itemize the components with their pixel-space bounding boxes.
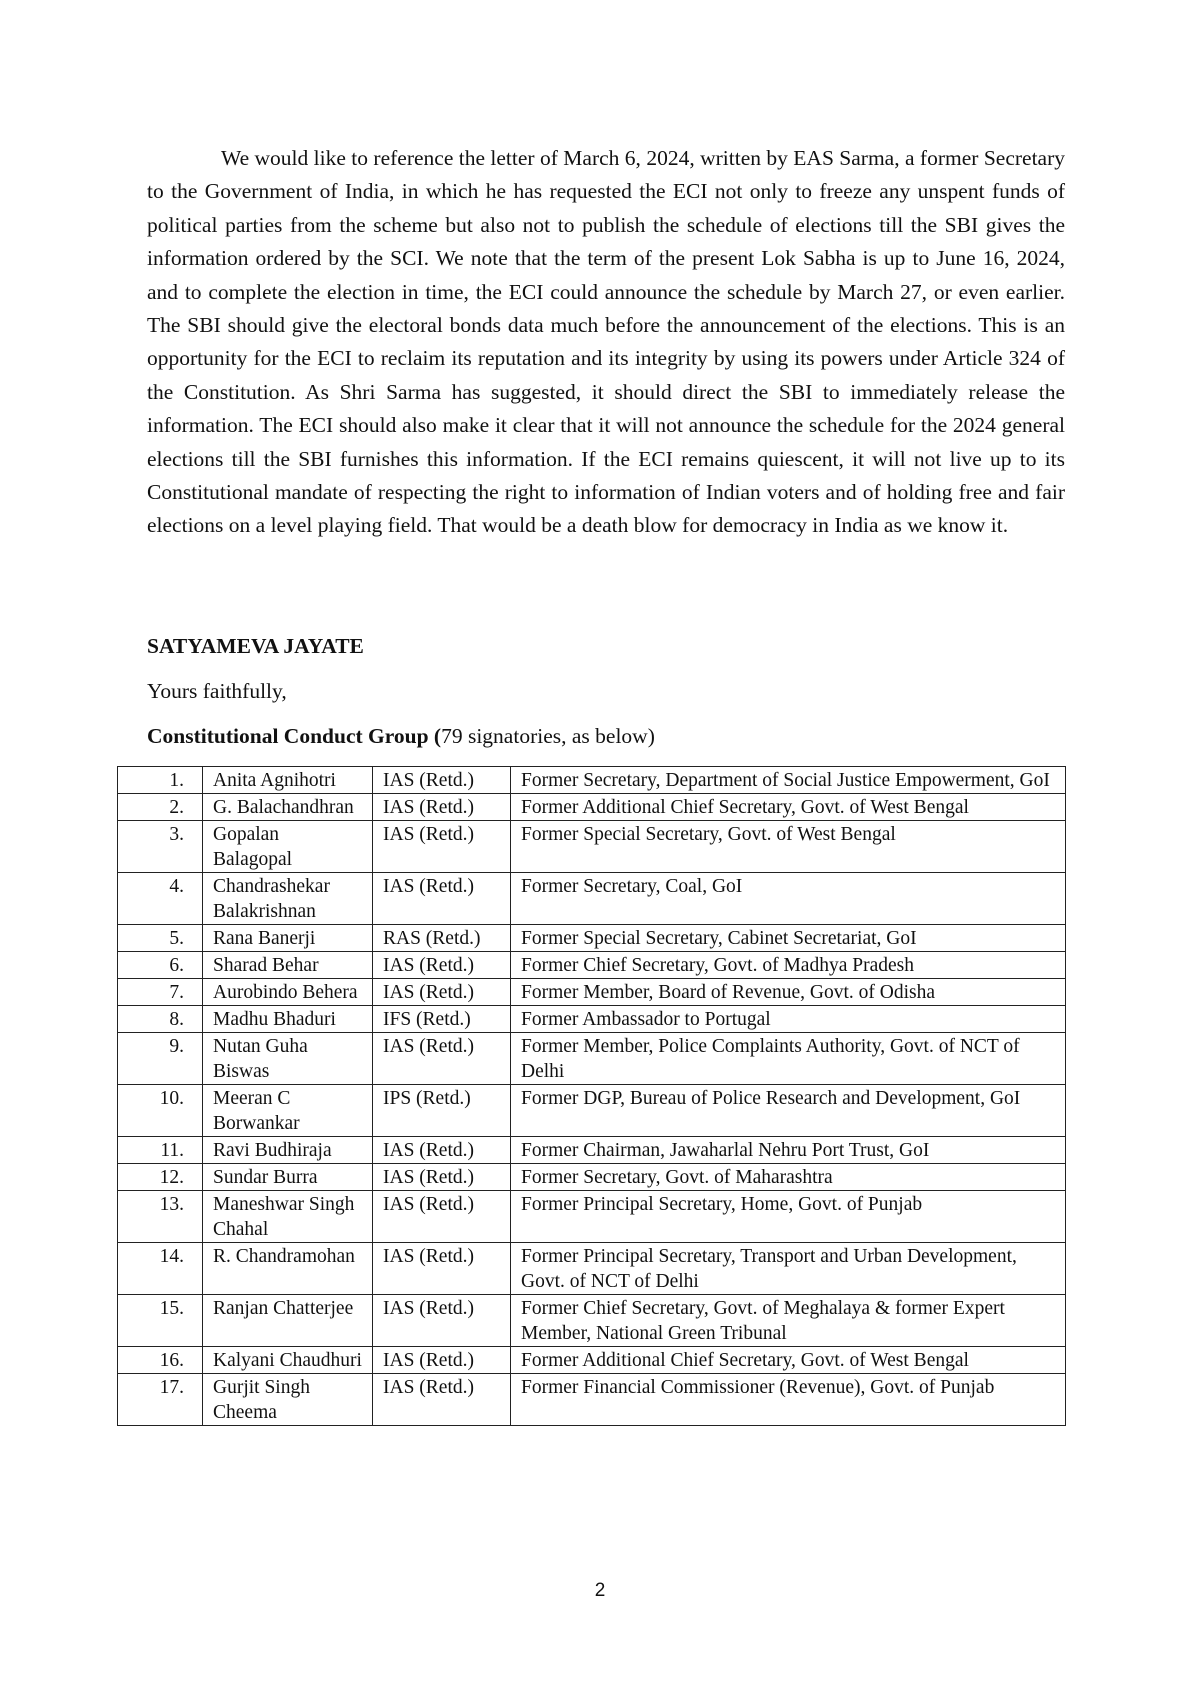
- table-row: [118, 1347, 1066, 1374]
- signatory-service: IAS (Retd.): [373, 952, 511, 979]
- signatory-name: Madhu Bhaduri: [203, 1006, 373, 1033]
- signatory-name: Meeran C Borwankar: [203, 1085, 373, 1137]
- table-row: [118, 1243, 1066, 1295]
- signatory-name: Sharad Behar: [203, 952, 373, 979]
- signatory-service: IAS (Retd.): [373, 979, 511, 1006]
- signatory-designation: Former Member, Police Complaints Authority, Govt. of NCT of Delhi: [511, 1033, 1066, 1085]
- signatory-service: IAS (Retd.): [373, 821, 511, 873]
- signatory-name: Kalyani Chaudhuri: [203, 1347, 373, 1374]
- signatory-designation: Former Special Secretary, Govt. of West Bengal: [511, 821, 1066, 873]
- table-row: [118, 952, 1066, 979]
- signatory-designation: Former Chief Secretary, Govt. of Meghalaya & former Expert Member, National Green Tribunal: [511, 1295, 1066, 1347]
- signatories-table-body: [118, 767, 1066, 1426]
- table-row: [118, 821, 1066, 873]
- signatory-name: Ranjan Chatterjee: [203, 1295, 373, 1347]
- signatory-designation: Former Additional Chief Secretary, Govt. of West Bengal: [511, 1347, 1066, 1374]
- signatory-service: IAS (Retd.): [373, 1295, 511, 1347]
- table-row: [118, 1137, 1066, 1164]
- signatory-name: G. Balachandhran: [203, 794, 373, 821]
- signatory-name: Aurobindo Behera: [203, 979, 373, 1006]
- signatory-designation: Former Additional Chief Secretary, Govt. of West Bengal: [511, 794, 1066, 821]
- signatory-name: Gurjit Singh Cheema: [203, 1374, 373, 1426]
- motto-heading: SATYAMEVA JAYATE: [147, 634, 364, 658]
- signatory-name: Nutan Guha Biswas: [203, 1033, 373, 1085]
- signatory-number: 7.: [118, 979, 203, 1006]
- signatory-service: IAS (Retd.): [373, 873, 511, 925]
- signatory-number: 4.: [118, 873, 203, 925]
- signatory-service: IAS (Retd.): [373, 767, 511, 794]
- signatory-name: Maneshwar Singh Chahal: [203, 1191, 373, 1243]
- signatory-designation: Former Principal Secretary, Home, Govt. of Punjab: [511, 1191, 1066, 1243]
- signatory-service: IAS (Retd.): [373, 1137, 511, 1164]
- table-row: [118, 873, 1066, 925]
- signatory-name: Ravi Budhiraja: [203, 1137, 373, 1164]
- signatory-designation: Former Principal Secretary, Transport and Urban Development, Govt. of NCT of Delhi: [511, 1243, 1066, 1295]
- group-note: 79 signatories, as below): [441, 724, 655, 748]
- table-row: [118, 1085, 1066, 1137]
- signatory-name: Sundar Burra: [203, 1164, 373, 1191]
- signatory-designation: Former Ambassador to Portugal: [511, 1006, 1066, 1033]
- signatory-number: 11.: [118, 1137, 203, 1164]
- signatory-number: 6.: [118, 952, 203, 979]
- signatory-service: RAS (Retd.): [373, 925, 511, 952]
- table-row: [118, 979, 1066, 1006]
- signatory-number: 1.: [118, 767, 203, 794]
- table-row: [118, 1191, 1066, 1243]
- signatory-name: Rana Banerji: [203, 925, 373, 952]
- signatory-name: Chandrashekar Balakrishnan: [203, 873, 373, 925]
- page-number: 2: [594, 1580, 606, 1601]
- table-row: [118, 767, 1066, 794]
- signatory-designation: Former Member, Board of Revenue, Govt. of Odisha: [511, 979, 1066, 1006]
- signatory-number: 5.: [118, 925, 203, 952]
- signatory-service: IAS (Retd.): [373, 1164, 511, 1191]
- signatory-designation: Former Financial Commissioner (Revenue), Govt. of Punjab: [511, 1374, 1066, 1426]
- signatory-service: IAS (Retd.): [373, 1191, 511, 1243]
- signatory-service: IAS (Retd.): [373, 794, 511, 821]
- signatory-service: IFS (Retd.): [373, 1006, 511, 1033]
- body-paragraph: We would like to reference the letter of March 6, 2024, written by EAS Sarma, a former Secretary to the Government of India, in which he has requested the ECI not only to freeze any unspent funds of political parties from the scheme but also not to publish the schedule of elections till the SBI gives the information ordered by the SCI. We note that the term of the present Lok Sabha is up to June 16, 2024, and to complete the election in time, the ECI could announce the schedule by March 27, or even earlier. The SBI should give the electoral bonds data much before the announcement of the elections. This is an opportunity for the ECI to reclaim its reputation and its integrity by using its powers under Article 324 of the Constitution. As Shri Sarma has suggested, it should direct the SBI to immediately release the information. The ECI should also make it clear that it will not announce the schedule for the 2024 general elections till the SBI furnishes this information. If the ECI remains quiescent, it will not live up to its Constitutional mandate of respecting the right to information of Indian voters and of holding free and fair elections on a level playing field. That would be a death blow for democracy in India as we know it.: [147, 146, 1065, 538]
- table-row: [118, 1006, 1066, 1033]
- table-row: [118, 925, 1066, 952]
- signatory-service: IAS (Retd.): [373, 1347, 511, 1374]
- group-title-line: [147, 721, 655, 751]
- table-row: [118, 794, 1066, 821]
- signatory-name: R. Chandramohan: [203, 1243, 373, 1295]
- signatory-designation: Former Chief Secretary, Govt. of Madhya Pradesh: [511, 952, 1066, 979]
- signatories-table: [117, 766, 1066, 1426]
- signatory-number: 10.: [118, 1085, 203, 1137]
- table-row: [118, 1164, 1066, 1191]
- signatory-number: 2.: [118, 794, 203, 821]
- signatory-name: Gopalan Balagopal: [203, 821, 373, 873]
- signatory-number: 16.: [118, 1347, 203, 1374]
- signatory-service: IAS (Retd.): [373, 1033, 511, 1085]
- signatory-number: 8.: [118, 1006, 203, 1033]
- signatory-number: 13.: [118, 1191, 203, 1243]
- table-row: [118, 1295, 1066, 1347]
- signatory-number: 14.: [118, 1243, 203, 1295]
- signatory-number: 3.: [118, 821, 203, 873]
- group-name: Constitutional Conduct Group (: [147, 724, 442, 748]
- signatory-number: 17.: [118, 1374, 203, 1426]
- table-row: [118, 1374, 1066, 1426]
- signatory-number: 15.: [118, 1295, 203, 1347]
- signatory-service: IAS (Retd.): [373, 1374, 511, 1426]
- signatory-designation: Former Secretary, Department of Social Justice Empowerment, GoI: [511, 767, 1066, 794]
- signatory-designation: Former Chairman, Jawaharlal Nehru Port Trust, GoI: [511, 1137, 1066, 1164]
- signatory-designation: Former Special Secretary, Cabinet Secretariat, GoI: [511, 925, 1066, 952]
- signatory-service: IPS (Retd.): [373, 1085, 511, 1137]
- signatory-number: 9.: [118, 1033, 203, 1085]
- signatory-name: Anita Agnihotri: [203, 767, 373, 794]
- signatory-designation: Former Secretary, Coal, GoI: [511, 873, 1066, 925]
- signatory-designation: Former DGP, Bureau of Police Research and Development, GoI: [511, 1085, 1066, 1137]
- table-row: [118, 1033, 1066, 1085]
- signatory-service: IAS (Retd.): [373, 1243, 511, 1295]
- closing-salutation: Yours faithfully,: [147, 679, 287, 703]
- signatory-designation: Former Secretary, Govt. of Maharashtra: [511, 1164, 1066, 1191]
- signatory-number: 12.: [118, 1164, 203, 1191]
